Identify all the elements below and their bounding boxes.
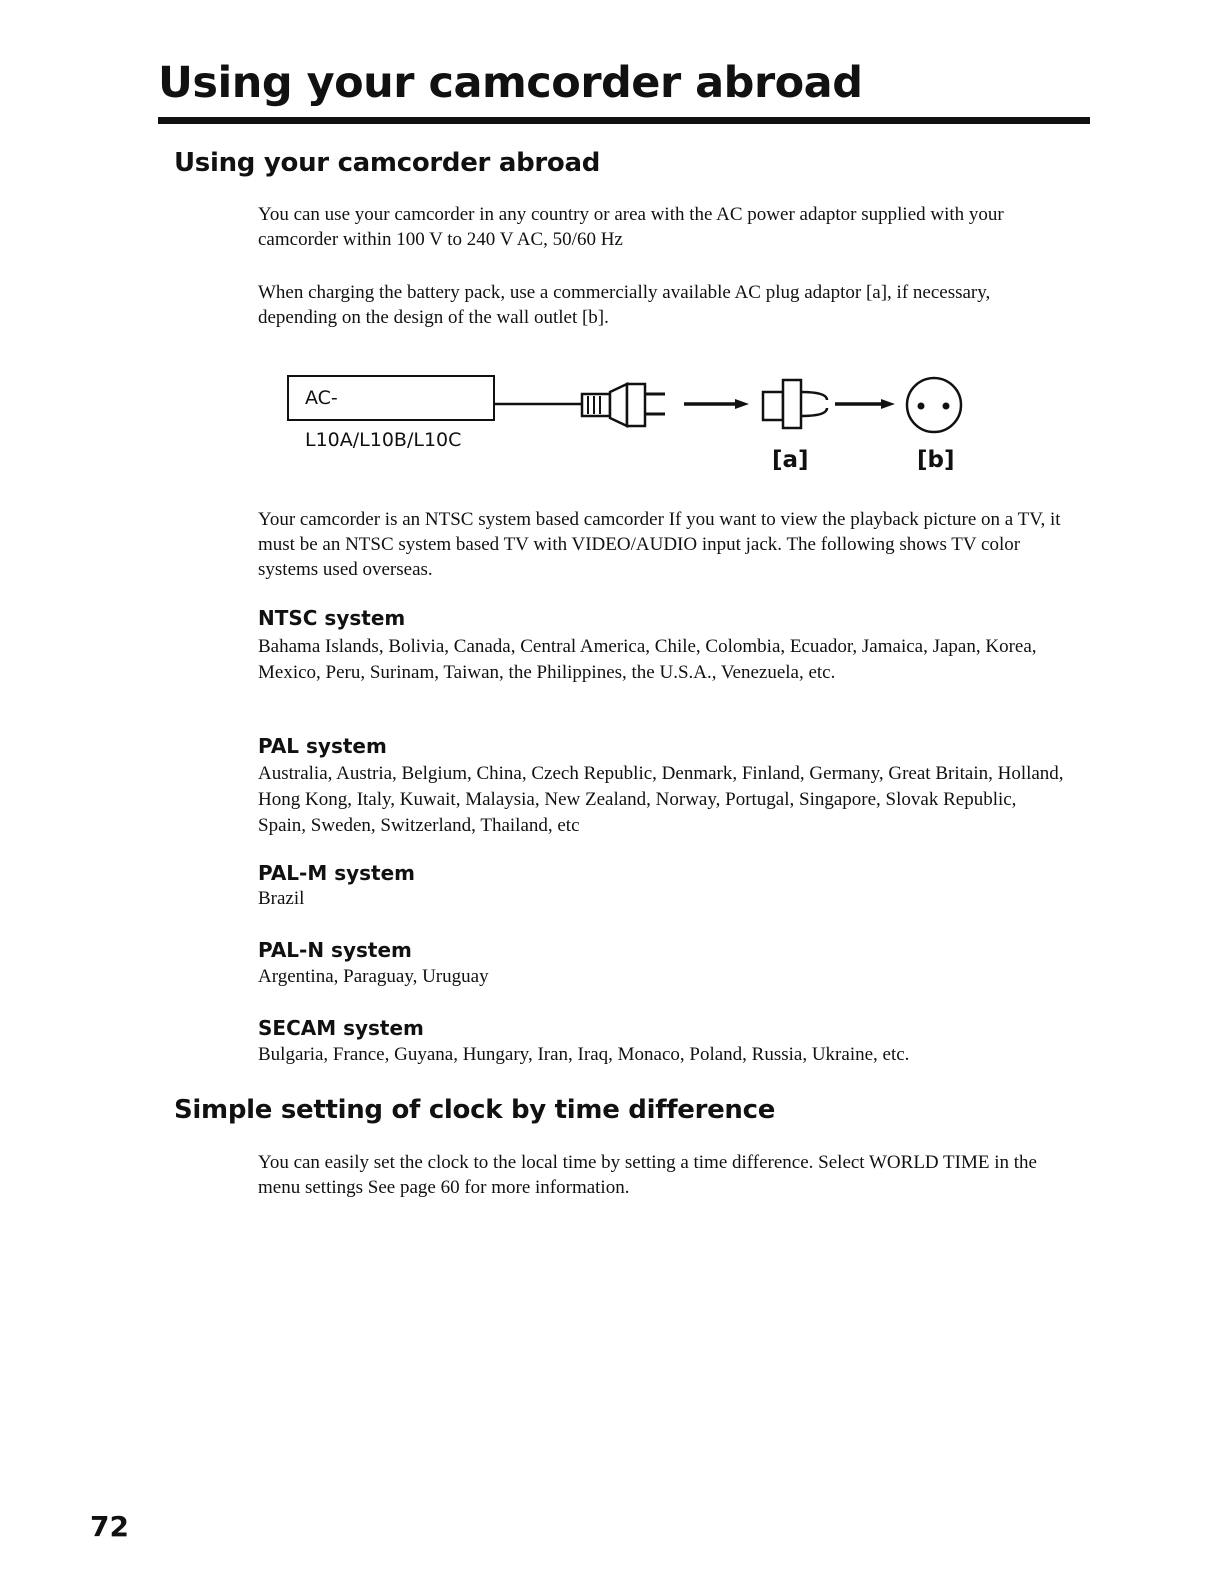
- label-b: [b]: [917, 447, 955, 473]
- system-countries-pal: Australia, Austria, Belgium, China, Czech Republic, Denmark, Finland, Germany, Great Britain, Holland, Hong Kong, Italy, Kuwait, Malaysia, New Zealand, Norway, Portugal, Singapore, Slovak Republic, Spain, Sweden, Switzerland, Thailand, etc: [258, 763, 1064, 836]
- paragraph-plug-adaptor: When charging the battery pack, use a commercially available AC plug adaptor [a], if necessary, depending on the design of the wall outlet [b].: [258, 282, 991, 328]
- system-heading-secam: SECAM system: [258, 1016, 424, 1040]
- system-countries-pal-n: Argentina, Paraguay, Uruguay: [258, 966, 489, 987]
- page-number: 72: [90, 1510, 129, 1543]
- label-a: [a]: [772, 447, 809, 473]
- title-rule: [158, 117, 1090, 124]
- arrow-right-icon: [684, 399, 749, 409]
- system-countries-ntsc: Bahama Islands, Bolivia, Canada, Central America, Chile, Colombia, Ecuador, Jamaica, Japan, Korea, Mexico, Peru, Surinam, Taiwan, the Philippines, the U.S.A., Venezuela, etc.: [258, 636, 1037, 683]
- paragraph-world-time: You can easily set the clock to the local time by setting a time difference. Select WORLD TIME in the menu settings See page 60 for more information.: [258, 1152, 1037, 1198]
- wall-outlet-icon: [907, 378, 961, 432]
- section-heading-abroad: Using your camcorder abroad: [174, 148, 601, 178]
- arrow-right-icon: [835, 399, 895, 409]
- system-heading-pal-m: PAL-M system: [258, 861, 416, 885]
- section-heading-clock: Simple setting of clock by time difference: [174, 1095, 776, 1125]
- system-heading-pal: PAL system: [258, 734, 387, 758]
- system-heading-pal-n: PAL-N system: [258, 938, 412, 962]
- system-countries-secam: Bulgaria, France, Guyana, Hungary, Iran, Iraq, Monaco, Poland, Russia, Ukraine, etc.: [258, 1044, 910, 1065]
- system-countries-pal-m: Brazil: [258, 888, 305, 909]
- system-heading-ntsc: NTSC system: [258, 606, 406, 630]
- plug-adaptor-diagram: [287, 370, 977, 480]
- adaptor-model-box: AC-L10A/L10B/L10C: [287, 375, 495, 421]
- paragraph-ntsc-intro: Your camcorder is an NTSC system based camcorder If you want to view the playback picture on a TV, it must be an NTSC system based TV with VIDEO/AUDIO input jack. The following shows TV color systems used overseas.: [258, 509, 1061, 580]
- ac-cord-plug-icon: [495, 384, 665, 426]
- plug-adaptor-icon: [763, 380, 827, 428]
- plug-diagram-graphics: [287, 370, 977, 445]
- page-title: Using your camcorder abroad: [158, 58, 863, 108]
- paragraph-power-adaptor: You can use your camcorder in any country or area with the AC power adaptor supplied with your camcorder within 100 V to 240 V AC, 50/60 Hz: [258, 204, 1004, 250]
